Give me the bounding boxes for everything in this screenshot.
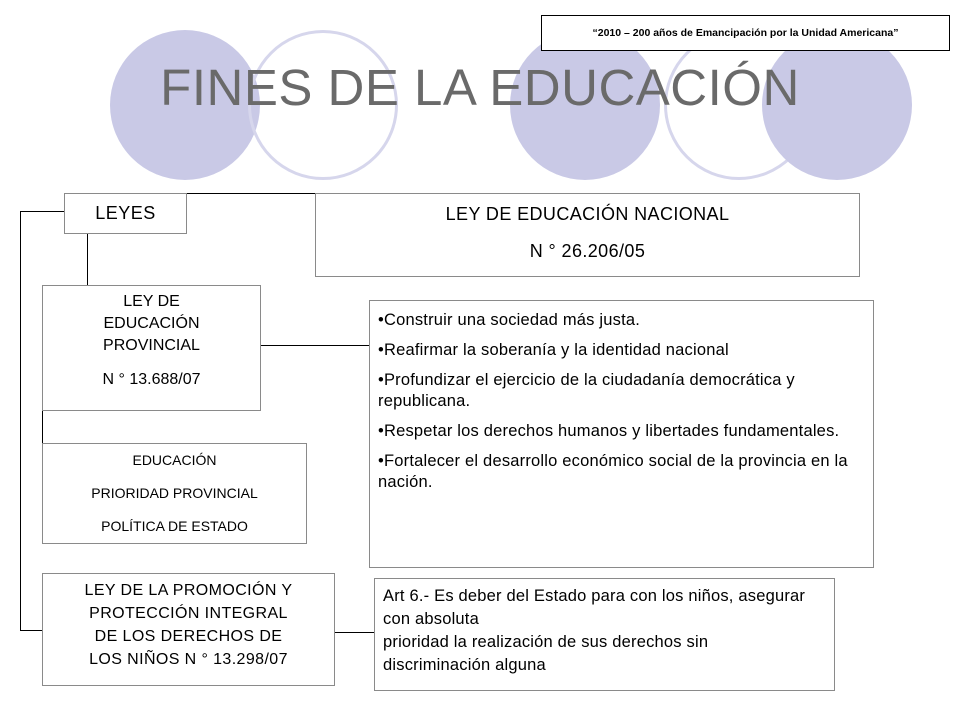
ley-ninos-line: DE LOS DERECHOS DE [94, 628, 283, 645]
ley-provincial-box [42, 285, 261, 411]
ley-ninos-line: LEY DE LA PROMOCIÓN Y [84, 582, 293, 599]
educacion-box [42, 443, 307, 544]
connector-line [20, 211, 65, 212]
ley-ninos-box [42, 573, 335, 686]
articulo-box [374, 578, 835, 691]
fines-item: •Reafirmar la soberanía y la identidad nacional [378, 341, 729, 359]
connector-line [20, 211, 21, 631]
ley-ninos-line: LOS NIÑOS N ° 13.298/07 [89, 651, 288, 668]
ley-nacional-name: LEY DE EDUCACIÓN NACIONAL [445, 204, 730, 224]
leyes-box [64, 193, 187, 234]
educacion-line: PRIORIDAD PROVINCIAL [91, 485, 258, 501]
leyes-label: LEYES [95, 203, 156, 223]
ley-provincial-line: PROVINCIAL [103, 337, 200, 354]
connector-line [334, 632, 375, 633]
ley-provincial-line: LEY DE [123, 293, 180, 310]
connector-line [42, 410, 43, 443]
fines-list-box [369, 300, 874, 568]
page-title: FINES DE LA EDUCACIÓN [160, 59, 800, 116]
articulo-text: Art 6.- Es deber del Estado para con los niños, asegurar con absoluta [383, 587, 806, 628]
educacion-line: POLÍTICA DE ESTADO [101, 518, 248, 534]
connector-line [260, 345, 369, 346]
connector-line [87, 233, 88, 286]
fines-item: •Fortalecer el desarrollo económico social de la provincia en la nación. [378, 452, 848, 491]
emancipation-banner [541, 15, 950, 51]
ley-provincial-line: EDUCACIÓN [103, 315, 200, 332]
ley-nacional-number: N ° 26.206/05 [529, 241, 646, 261]
fines-item: •Profundizar el ejercicio de la ciudadanía democrática y republicana. [378, 371, 795, 410]
banner-text: “2010 – 200 años de Emancipación por la Unidad Americana” [592, 27, 899, 39]
fines-item: •Construir una sociedad más justa. [378, 311, 641, 329]
ley-provincial-number: N ° 13.688/07 [102, 371, 201, 388]
connector-line [20, 630, 42, 631]
articulo-text: prioridad la realización de sus derechos sin discriminación alguna [383, 633, 709, 674]
educacion-line: EDUCACIÓN [132, 452, 217, 468]
ley-nacional-box [315, 193, 860, 277]
ley-ninos-line: PROTECCIÓN INTEGRAL [89, 605, 288, 622]
fines-item: •Respetar los derechos humanos y libertades fundamentales. [378, 422, 840, 440]
